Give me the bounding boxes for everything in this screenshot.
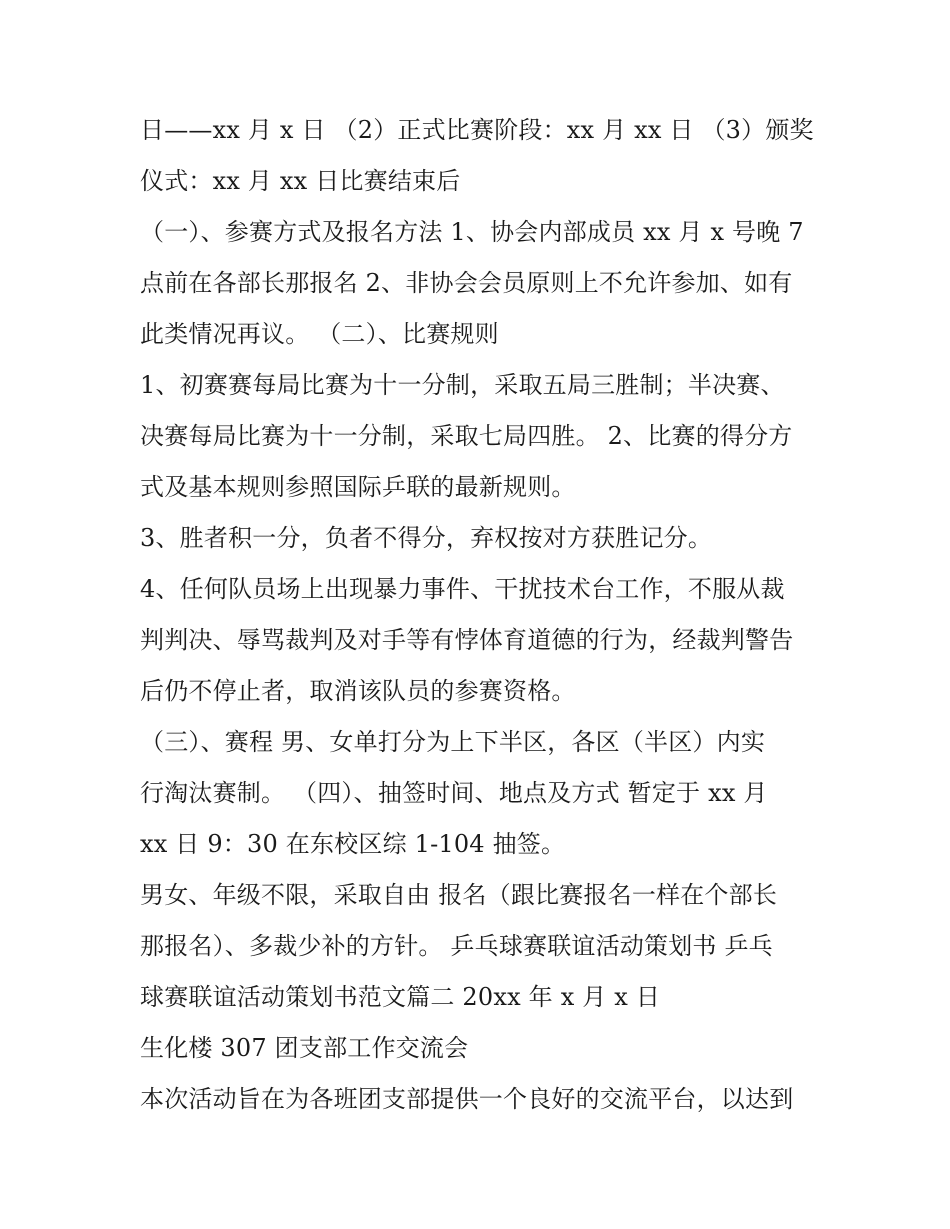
text-line: 点前在各部长那报名 2、非协会会员原则上不允许参加、如有 <box>140 269 793 297</box>
text-line: xx 日 9：30 在东校区综 1-104 抽签。 <box>140 830 566 858</box>
text-line: 4、任何队员场上出现暴力事件、干扰技术台工作，不服从裁 <box>140 575 785 603</box>
text-line: 生化楼 307 团支部工作交流会 <box>140 1034 469 1062</box>
text-line: 后仍不停止者，取消该队员的参赛资格。 <box>140 677 576 705</box>
text-line: 球赛联谊活动策划书范文篇二 20xx 年 x 月 x 日 <box>140 983 661 1011</box>
text-line: 仪式：xx 月 xx 日比赛结束后 <box>140 167 461 195</box>
text-line: 日——xx 月 x 日 （2）正式比赛阶段：xx 月 xx 日 （3）颁奖 <box>140 116 814 144</box>
text-line: 3、胜者积一分，负者不得分，弃权按对方获胜记分。 <box>140 524 713 552</box>
text-line: 此类情况再议。 （二）、比赛规则 <box>140 320 499 348</box>
text-line: 1、初赛赛每局比赛为十一分制，采取五局三胜制；半决赛、 <box>140 371 785 399</box>
text-line: 那报名）、多裁少补的方针。 乒乓球赛联谊活动策划书 乒乓 <box>140 932 773 960</box>
text-line: 判判决、辱骂裁判及对手等有悖体育道德的行为，经裁判警告 <box>140 626 794 654</box>
text-line: 式及基本规则参照国际乒联的最新规则。 <box>140 473 576 501</box>
text-line: 行淘汰赛制。 （四）、抽签时间、地点及方式 暂定于 xx 月 <box>140 779 768 807</box>
text-line: （一）、参赛方式及报名方法 1、协会内部成员 xx 月 x 号晚 7 <box>140 218 804 246</box>
text-line: 男女、年级不限，采取自由 报名（跟比赛报名一样在个部长 <box>140 881 778 909</box>
text-line: （三）、赛程 男、女单打分为上下半区，各区（半区）内实 <box>140 728 766 756</box>
text-line: 决赛每局比赛为十一分制，采取七局四胜。 2、比赛的得分方 <box>140 422 793 450</box>
document-body <box>140 105 830 1125</box>
text-line: 本次活动旨在为各班团支部提供一个良好的交流平台，以达到 <box>140 1085 794 1113</box>
